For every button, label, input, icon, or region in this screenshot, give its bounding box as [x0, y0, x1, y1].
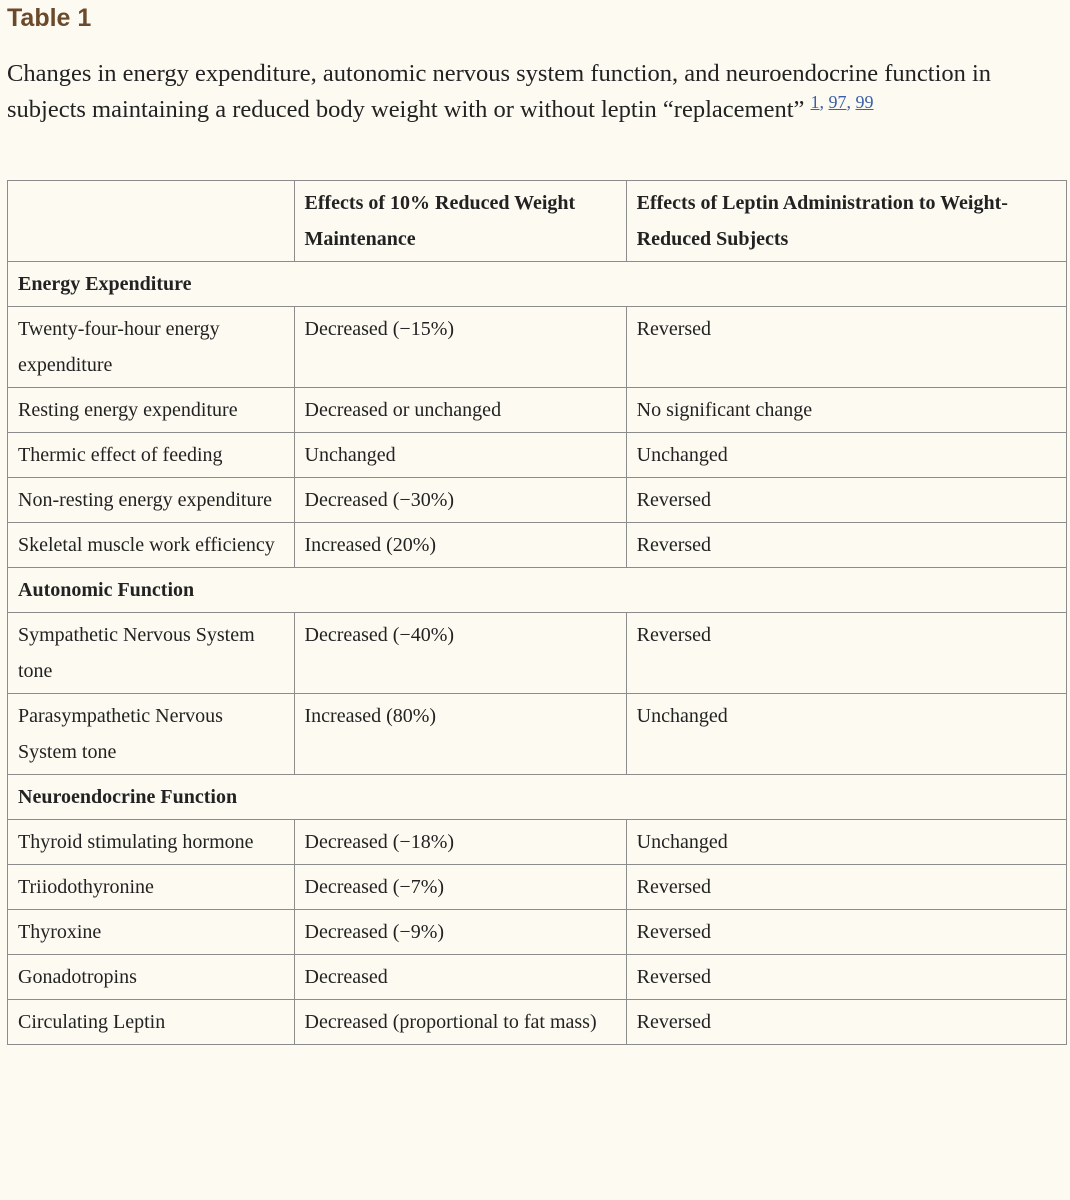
measure-cell: Non-resting energy expenditure [8, 478, 295, 523]
table-row [8, 388, 1067, 433]
leptin-effect-cell: Reversed [626, 910, 1066, 955]
reference-link-97[interactable]: 97 [828, 92, 847, 112]
leptin-effect-cell: Reversed [626, 523, 1066, 568]
table-row [8, 307, 1067, 388]
reduced-weight-effect-cell: Decreased (−40%) [294, 613, 626, 694]
measure-cell: Twenty-four-hour energy expenditure [8, 307, 295, 388]
reference-link-1[interactable]: 1 [810, 92, 820, 112]
section-title: Autonomic Function [8, 568, 1067, 613]
table-row [8, 1000, 1067, 1045]
reduced-weight-effect-cell: Decreased or unchanged [294, 388, 626, 433]
leptin-effect-cell: Unchanged [626, 820, 1066, 865]
table-caption [7, 56, 1067, 128]
reduced-weight-effect-cell: Decreased (proportional to fat mass) [294, 1000, 626, 1045]
leptin-effect-cell: Reversed [626, 613, 1066, 694]
leptin-effect-cell: Reversed [626, 1000, 1066, 1045]
reduced-weight-effect-cell: Decreased (−9%) [294, 910, 626, 955]
section-header-row [8, 568, 1067, 613]
reference-link-99[interactable]: 99 [855, 92, 874, 112]
leptin-effect-cell: Reversed [626, 307, 1066, 388]
leptin-effect-cell: Unchanged [626, 694, 1066, 775]
measure-cell: Sympathetic Nervous System tone [8, 613, 295, 694]
header-cell-reduced-weight: Effects of 10% Reduced Weight Maintenance [294, 181, 626, 262]
leptin-effect-cell: Reversed [626, 955, 1066, 1000]
section-header-row [8, 262, 1067, 307]
table-header-row [8, 181, 1067, 262]
section-title: Neuroendocrine Function [8, 775, 1067, 820]
table-row [8, 478, 1067, 523]
measure-cell: Gonadotropins [8, 955, 295, 1000]
table-row [8, 694, 1067, 775]
measure-cell: Parasympathetic Nervous System tone [8, 694, 295, 775]
header-cell-leptin: Effects of Leptin Administration to Weight-Reduced Subjects [626, 181, 1066, 262]
table-row [8, 613, 1067, 694]
leptin-effect-cell: Reversed [626, 478, 1066, 523]
measure-cell: Resting energy expenditure [8, 388, 295, 433]
reduced-weight-effect-cell: Increased (80%) [294, 694, 626, 775]
table-row [8, 523, 1067, 568]
section-header-row [8, 775, 1067, 820]
caption-text: Changes in energy expenditure, autonomic nervous system function, and neuroendocrine function in subjects maintaining a reduced body weight with or without leptin “replacement” [7, 60, 992, 123]
reduced-weight-effect-cell: Increased (20%) [294, 523, 626, 568]
reduced-weight-effect-cell: Decreased (−18%) [294, 820, 626, 865]
measure-cell: Thermic effect of feeding [8, 433, 295, 478]
measure-cell: Triiodothyronine [8, 865, 295, 910]
data-table [7, 180, 1067, 1045]
measure-cell: Thyroxine [8, 910, 295, 955]
table-row [8, 820, 1067, 865]
caption-references: 1, 97, 99 [810, 92, 874, 112]
header-cell-empty [8, 181, 295, 262]
table-label: Table 1 [7, 4, 92, 32]
reduced-weight-effect-cell: Unchanged [294, 433, 626, 478]
table-row [8, 955, 1067, 1000]
table-body [8, 262, 1067, 1045]
section-title: Energy Expenditure [8, 262, 1067, 307]
table-row [8, 910, 1067, 955]
table-row [8, 433, 1067, 478]
reduced-weight-effect-cell: Decreased (−7%) [294, 865, 626, 910]
measure-cell: Circulating Leptin [8, 1000, 295, 1045]
reduced-weight-effect-cell: Decreased (−30%) [294, 478, 626, 523]
measure-cell: Thyroid stimulating hormone [8, 820, 295, 865]
leptin-effect-cell: Unchanged [626, 433, 1066, 478]
table-row [8, 865, 1067, 910]
reduced-weight-effect-cell: Decreased [294, 955, 626, 1000]
reduced-weight-effect-cell: Decreased (−15%) [294, 307, 626, 388]
leptin-effect-cell: No significant change [626, 388, 1066, 433]
leptin-effect-cell: Reversed [626, 865, 1066, 910]
measure-cell: Skeletal muscle work efficiency [8, 523, 295, 568]
